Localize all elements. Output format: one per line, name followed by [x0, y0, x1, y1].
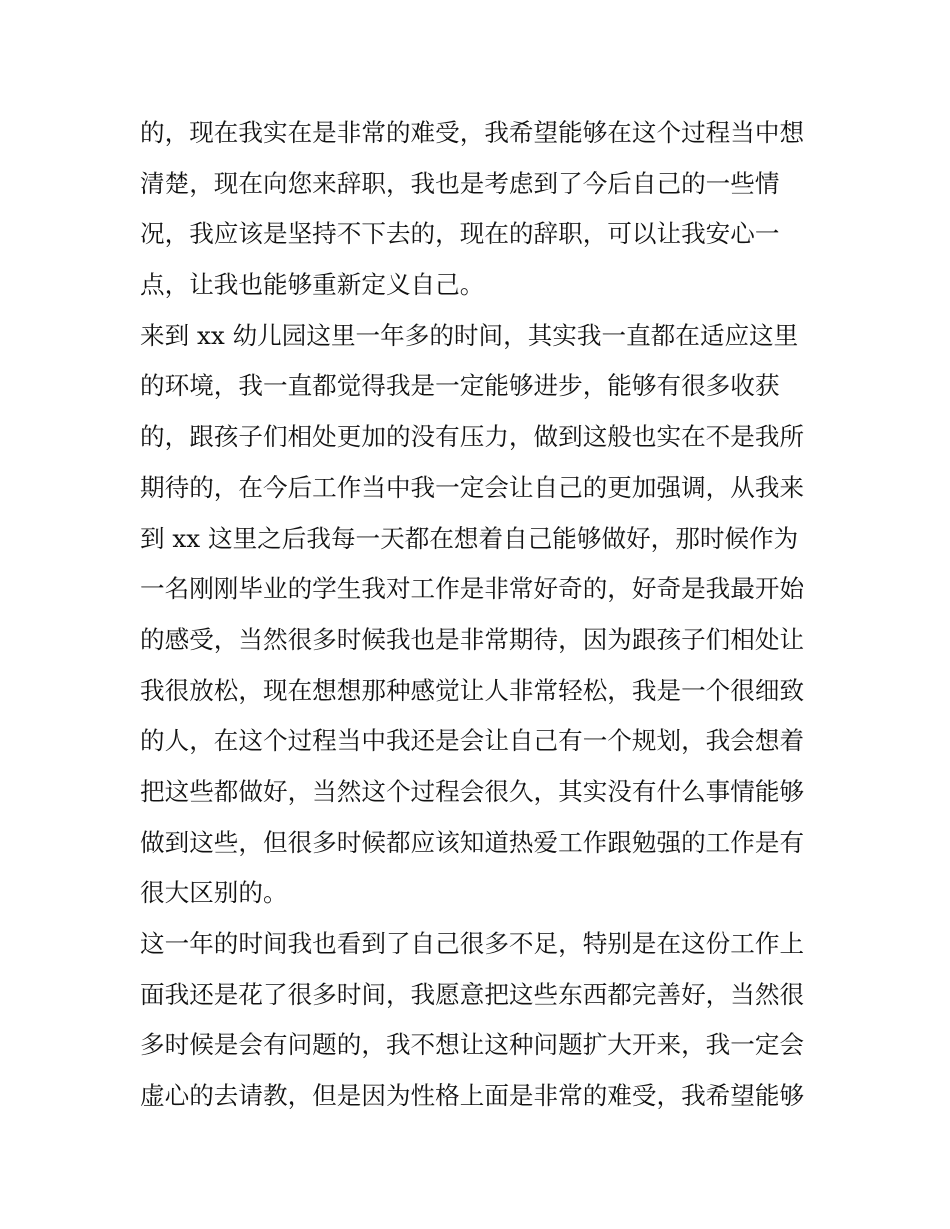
text-line: 一名刚刚毕业的学生我对工作是非常好奇的，好奇是我最开始	[140, 574, 805, 604]
text-line: 的感受，当然很多时候我也是非常期待，因为跟孩子们相处让	[140, 624, 805, 654]
text-line: 我很放松，现在想想那种感觉让人非常轻松，我是一个很细致	[140, 675, 805, 705]
text-line: 很大区别的。	[140, 878, 288, 908]
paragraph-2	[140, 311, 820, 919]
text-line: 面我还是花了很多时间，我愿意把这些东西都完善好，当然很	[140, 979, 805, 1009]
text-line: 况，我应该是坚持不下去的，现在的辞职，可以让我安心一	[140, 219, 780, 249]
text-line: 把这些都做好，当然这个过程会很久，其实没有什么事情能够	[140, 776, 805, 806]
text-line: 期待的，在今后工作当中我一定会让自己的更加强调，从我来	[140, 472, 805, 502]
text-line: 虚心的去请教，但是因为性格上面是非常的难受，我希望能够	[140, 1081, 805, 1111]
text-line: 多时候是会有问题的，我不想让这种问题扩大开来，我一定会	[140, 1030, 805, 1060]
body-text	[140, 108, 820, 1122]
text-line: 点，让我也能够重新定义自己。	[140, 270, 485, 300]
text-line: 的，现在我实在是非常的难受，我希望能够在这个过程当中想	[140, 118, 805, 147]
text-line: 到 xx 这里之后我每一天都在想着自己能够做好，那时候作为	[140, 523, 799, 553]
text-line: 来到 xx 幼儿园这里一年多的时间，其实我一直都在适应这里	[140, 320, 799, 350]
text-line: 的人，在这个过程当中我还是会让自己有一个规划，我会想着	[140, 726, 805, 756]
text-line: 做到这些，但很多时候都应该知道热爱工作跟勉强的工作是有	[140, 827, 805, 857]
paragraph-3	[140, 919, 820, 1122]
text-line: 的环境，我一直都觉得我是一定能够进步，能够有很多收获	[140, 371, 780, 401]
paragraph-1	[140, 108, 820, 311]
text-line: 这一年的时间我也看到了自己很多不足，特别是在这份工作上	[140, 929, 805, 958]
text-line: 清楚，现在向您来辞职，我也是考虑到了今后自己的一些情	[140, 168, 780, 198]
text-line: 的，跟孩子们相处更加的没有压力，做到这般也实在不是我所	[140, 422, 805, 452]
